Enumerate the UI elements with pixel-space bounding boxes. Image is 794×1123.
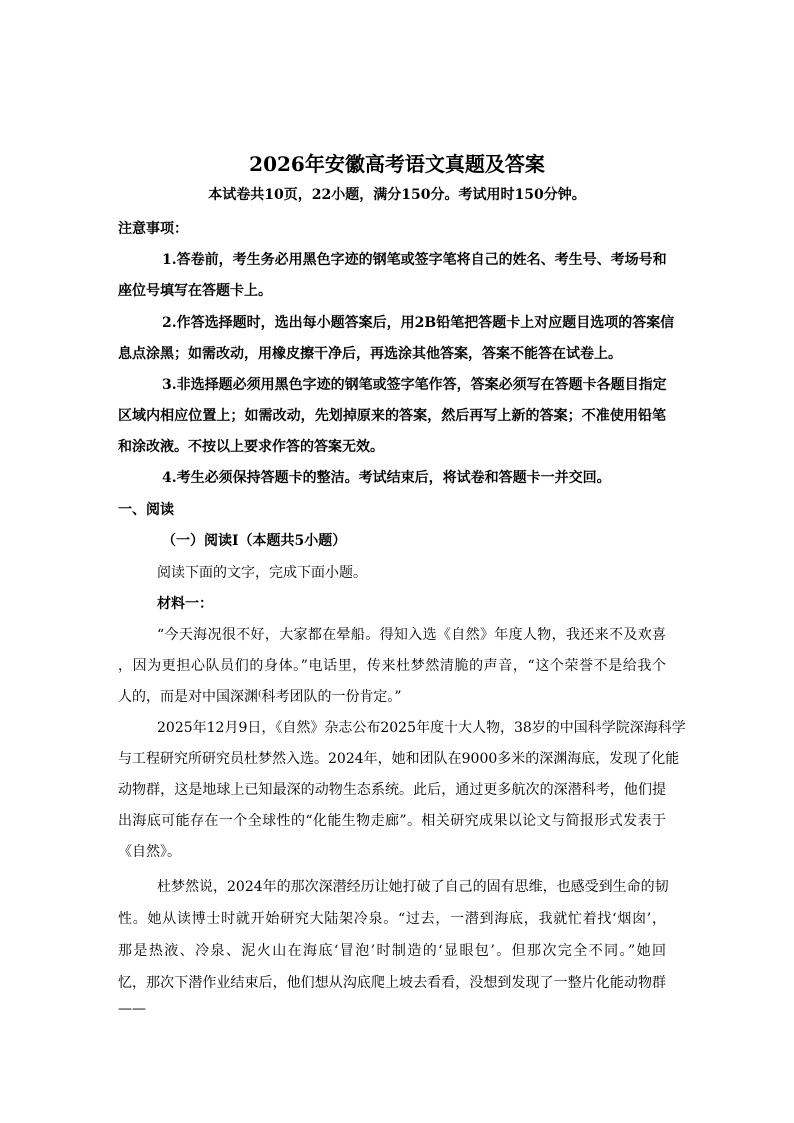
- passage-p2-line-5: 《自然》。: [118, 844, 181, 860]
- section-instruction: 阅读下面的文字，完成下面小题。: [157, 565, 367, 581]
- passage-p2-line-1: 2025年12月9日，《自然》杂志公布2025年度十大人物，38岁的中国科学院深海科学: [157, 720, 686, 736]
- section-subheading: （一）阅读I（本题共5小题）: [162, 533, 347, 549]
- passage-p2-line-3: 动物群，这是地球上已知最深的动物生态系统。此后，通过更多航次的深潜科考，他们提: [118, 782, 666, 798]
- passage-p3-line-5: ——: [118, 1001, 146, 1017]
- passage-p1-line-3: 人的，而是对中国深渊⁽科考团队的一份肯定。”: [118, 689, 402, 705]
- passage-p3-line-1: 杜梦然说，2024年的那次深潜经历让她打破了自己的固有思维，也感受到生命的韧: [157, 879, 669, 895]
- notice-heading: 注意事项：: [118, 221, 188, 237]
- notice-item-3-line-2: 区域内相应位置上；如需改动，先划掉原来的答案，然后再写上新的答案；不准使用铅笔: [118, 408, 666, 424]
- passage-p2-line-4: 出海底可能存在一个全球性的“化能生物走廊”。相关研究成果以论文与简报形式发表于: [118, 813, 666, 829]
- notice-item-3-line-3: 和涂改液。不按以上要求作答的答案无效。: [118, 439, 384, 455]
- passage-p3-line-3: 那是热液、冷泉、泥火山在海底‘冒泡’时制造的‘显眼包’。但那次完全不同。”她回: [118, 943, 666, 959]
- notice-item-4-line-1: 4.考生必须保持答题卡的整洁。考试结束后，将试卷和答题卡一并交回。: [162, 470, 611, 486]
- passage-p3-line-2: 性。她从读博士时就开始研究大陆架冷泉。“过去，一潜到海底，我就忙着找‘烟囱’，: [118, 911, 666, 927]
- page-title: 2026年安徽高考语文真题及答案: [249, 152, 545, 176]
- passage-p1-line-1: “今天海况很不好，大家都在晕船。得知入选《自然》年度人物，我还来不及欢喜: [157, 627, 666, 643]
- notice-item-2-line-2: 息点涂黑；如需改动，用橡皮擦干净后，再选涂其他答案，答案不能答在试卷上。: [118, 346, 622, 362]
- material-label: 材料一：: [157, 596, 213, 612]
- page-subtitle: 本试卷共10页，22小题，满分150分。考试用时150分钟。: [208, 187, 586, 203]
- passage-p2-line-2: 与工程研究所研究员杜梦然入选。2024年，她和团队在9000多米的深渊海底，发现了化能: [118, 751, 680, 767]
- section-heading: 一、阅读: [118, 502, 174, 518]
- notice-item-3-line-1: 3.非选择题必须用黑色字迹的钢笔或签字笔作答，答案必须写在答题卡各题目指定: [162, 377, 667, 393]
- passage-p3-line-4: 忆，那次下潜作业结束后，他们想从沟底爬上坡去看看，没想到发现了一整片化能动物群: [118, 975, 666, 991]
- notice-item-1-line-2: 座位号填写在答题卡上。: [118, 283, 272, 299]
- notice-item-1-line-1: 1.答卷前，考生务必用黑色字迹的钢笔或签字笔将自己的姓名、考生号、考场号和: [162, 252, 667, 268]
- passage-p1-line-2: ，因为更担心队员们的身体。”电话里，传来杜梦然清脆的声音，“这个荣誉不是给我个: [118, 658, 666, 674]
- notice-item-2-line-1: 2.作答选择题时，选出每小题答案后，用2B铅笔把答题卡上对应题目选项的答案信: [162, 315, 675, 331]
